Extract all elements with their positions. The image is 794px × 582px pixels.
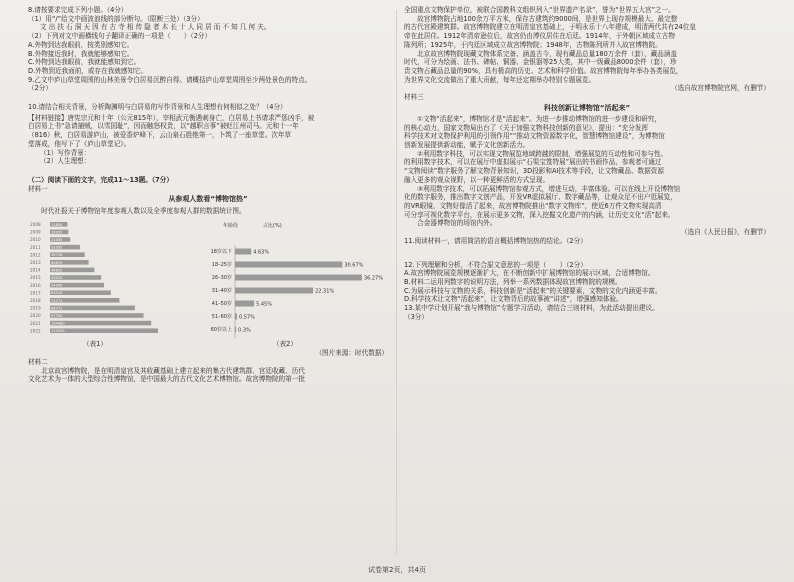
age-share-bar [235, 314, 237, 320]
visitor-bar-label: 97700 [51, 314, 63, 319]
question-10: 10.请结合相关背景，分析陶渊明与白居易的写作背景和人生理想有何相似之处？（4分） [28, 103, 287, 112]
visitor-bar-label: 104480 [51, 321, 65, 326]
question-12-option-b: B.材料二运用列数字的说明方法，列举一系列数据体现故宫博物院的规模。 [404, 277, 622, 286]
material-2-cont-line-9: 为世界文化交流做出了重大贡献，每年还定期举办特别专题展览。 [404, 75, 596, 84]
question-8-part-2: （2）下列对文中画横线句子翻译正确的一项是（ ）（2分） [28, 32, 212, 41]
material-3-line-13: 合金器博物馆的场馆内外。 [404, 219, 497, 228]
question-9: 9.乙文中庐山草堂周围的山林美景令白居易沉醉自得。请概括庐山草堂周围至少两处景色的特点。 [28, 75, 312, 84]
age-share-bar [235, 249, 251, 255]
material-3-line-11: 的VR眼镜，文物好像活了起来，故宫博物院推出“数字文物库”，使近6万件文物实现高清 [404, 202, 662, 210]
material-3-line-1: ①文物“活起来”，博物馆才是“活起来”。为进一步推动博物馆的进一步建设和研究， [404, 114, 661, 123]
question-11: 11.阅读材料一，请用简洁的语言概括博物馆热的结论。（2分） [404, 236, 587, 245]
material-2-cont-line-8: 贵文物占藏品总量的90%，具有极高的历史、艺术和科学价值。故宫博物院每年举办各类展览， [404, 66, 683, 75]
question-13: 13.某中学计划开展“我与博物馆”专题学习活动，请结合三则材料，为此活动提出建议。 [404, 304, 659, 313]
visitor-bar-label: 11855 [51, 223, 63, 228]
material-3-line-6: 的利用数字技术，可以在展厅中虚拟展示“石渠宝笈特展”展出的书画作品，参观者可通过 [404, 158, 662, 167]
material-2-cont-line-7: 时代，可分为绘画、法书、碑帖、铜器、金银器等25大类，其中一级藏品8000余件（套），珍 [404, 58, 677, 67]
age-group-label: 18–25岁 [211, 262, 232, 269]
question-8-title: 8.请按要求完成下列小题。（4分） [28, 6, 128, 14]
question-8-option-d: D.外物到近我面前，或存在我就感知它。 [28, 66, 148, 75]
age-group-label: 31–40岁 [211, 288, 232, 295]
year-tick-label: 2020 [30, 313, 41, 319]
question-13-score: （3分） [404, 312, 428, 321]
table-2-caption: （表2） [273, 340, 297, 349]
material-3-line-3: 科学技术对文物保护利用的引领作用”“推动文物资源数字化，智慧博物馆建设”，为博物馆 [404, 132, 665, 141]
visitor-bar-label: 40670 [51, 261, 63, 266]
visitor-bar-label: 63210 [51, 291, 63, 296]
left-column [28, 6, 388, 384]
material-2-cont-line-6: 北京故宫博物院现藏文物体系完备、涵盖古今，现有藏品总量180万余件（套），藏品涵盖 [404, 49, 678, 58]
material-3-line-7: “文物阅读”数字服务了解文物背景知识，3D投影和AI技术等手段，让文物藏品、数据资源 [404, 167, 664, 176]
question-12-option-d: D.科学技术让文物“活起来”，让文物背后的故事被“讲述”，增强感知体验。 [404, 295, 623, 304]
age-share-label: 22.31% [315, 288, 335, 295]
visitor-bar [50, 313, 144, 318]
year-tick-label: 2011 [30, 245, 41, 251]
material-2-cont-line-1: 全国重点文物保护单位，被联合国教科文组织列入“世界遗产名录”，誉为“世界五大宫”之一。 [404, 6, 675, 14]
material-2-cont-line-2: 故宫博物院占地100余万平方米，保存古建筑约9000间，是世界上现存规模最大、最完整 [404, 14, 678, 23]
material-3-label: 材料三 [404, 93, 424, 102]
question-12-option-c: C.为展示科技与文物的关系，科技创新是“活起来”的关键要素，文物的文化内涵更丰富。 [404, 286, 662, 295]
question-8-option-c: C.外物到达我眼前，我就能感知到它。 [28, 58, 141, 67]
visitor-bar-label: 18955 [51, 230, 63, 235]
age-share-label: 36.27% [363, 275, 384, 282]
age-share-bar [235, 301, 254, 307]
visitor-bar [50, 329, 158, 334]
year-tick-label: 2016 [30, 283, 41, 289]
age-share-label: 0.57% [238, 314, 255, 321]
question-12-option-a: A.故宫博物院展览规模逐渐扩大，在不断创新中扩展博物馆的展示区域，合适博物馆。 [404, 269, 655, 278]
question-8-option-b: B.外物接近我时，我就能够感知它。 [28, 49, 134, 58]
visitor-bar-label: 112055 [51, 329, 65, 334]
year-tick-label: 2019 [30, 305, 41, 311]
material-1-label: 材料一 [28, 184, 48, 193]
year-tick-label: 2017 [30, 290, 41, 296]
material-1-intro: 时代社报关于博物馆年度参观人数以及全季度参观人群的数据统计图。 [28, 206, 246, 215]
question-8-option-a: A.外物到达我眼前，按类别感知它。 [28, 40, 134, 49]
visitor-bar [50, 306, 135, 311]
visitor-bar-label: 21005 [51, 238, 63, 243]
year-tick-label: 2013 [30, 260, 41, 266]
visitor-bar-label: 54040 [51, 283, 63, 288]
visitor-bar-label: 36716 [51, 253, 63, 258]
material-2-line-1: 北京故宫博物院，是在明清皇宫及其收藏基础上建立起来的集古代建筑群、宫廷收藏、历代 [28, 366, 305, 375]
material-3-line-2: 的核心动力，国家文物局出台了《关于加强文物科技创新的意见》，提出：“充分发挥 [404, 123, 649, 132]
material-3-line-12: 可分享可视化数字平台，在展示更多文物，深入挖掘文化遗产的内涵，让历史文化“活”起来。 [404, 210, 675, 219]
visitor-bar-label: 53025 [51, 276, 63, 281]
age-distribution-bar-chart [183, 217, 388, 339]
age-share-bar [235, 262, 342, 268]
right-column [404, 6, 770, 321]
year-tick-label: 2018 [30, 298, 41, 304]
year-tick-label: 2012 [30, 252, 41, 258]
material-3-line-4: 创新发展提供新动能，赋予文化创新活力。 [404, 141, 530, 150]
visitor-bar-label: 31035 [51, 245, 63, 250]
visitor-bar-label: 71771 [51, 299, 63, 304]
year-tick-label: 2008 [30, 222, 41, 228]
image-source-note: （图片来源：时代数据） [315, 349, 388, 358]
material-3-line-10: 化的数字服务，推出数字文创产品，开发VR虚拟展厅、数字藏品等，让观众足不出户逛展览， [404, 193, 677, 202]
year-tick-label: 2021 [30, 321, 41, 327]
material-link-line-2: 白居易上书“急请捕贼，以雪国耻”，因而触怒权贵，以“越职言事”被贬江州司马。元和十一年 [28, 122, 299, 131]
year-tick-label: 2010 [30, 237, 41, 243]
age-group-label: 41–50岁 [211, 301, 232, 308]
material-link-line-3: （816）秋，白居易游庐山，被爱香炉峰下，云山泉石胜绝第一，卜筑了一座草堂。次年草 [28, 131, 292, 140]
share-header-label: 占比(%) [263, 223, 282, 230]
annual-visitors-bar-chart [28, 217, 178, 339]
material-3-title: 科技创新让博物馆“活起来” [543, 103, 631, 112]
age-group-label: 18岁以下 [210, 249, 232, 256]
age-header-label: 年龄段 [223, 223, 239, 230]
material-link-line-4: 堂落成，他写下了《庐山草堂记》。 [28, 139, 131, 148]
year-tick-label: 2022 [30, 328, 41, 334]
material-2-cont-line-5: 陈列所；1925年，于内廷区域成立故宫博物院；1948年，古物陈列所并入故宫博物院。 [404, 40, 662, 49]
age-share-bar [235, 327, 236, 333]
age-group-label: 26–30岁 [211, 275, 232, 282]
age-share-label: 4.63% [253, 249, 270, 256]
age-share-label: 5.45% [256, 301, 272, 308]
material-link-line-1: 【材料链接】唐宪宗元和十年（公元815年），宰相武元衡遇刺身亡，白居易上书请求严惩凶手，被 [28, 113, 315, 122]
material-2-label: 材料二 [28, 358, 48, 366]
age-share-bar [235, 288, 313, 294]
material-1-title: 从参观人数看“博物馆热” [168, 195, 248, 204]
age-group-label: 60岁以上 [210, 327, 232, 334]
year-tick-label: 2014 [30, 267, 41, 273]
question-10-part-1: （1）写作背景： [40, 148, 91, 157]
material-3-line-9: ③利用数字技术，可以拓展博物馆参观方式，增进互动，丰富体验。可以在线上开设博物馆 [404, 184, 681, 193]
chart-area [28, 217, 388, 349]
column-divider [396, 10, 397, 555]
material-3-line-5: ②利用数字科技，可以实现文物展览地域跨越的限制，增强展览的互动性和可参与性。 [404, 149, 668, 158]
question-10-part-2: （2）人生理想： [40, 157, 91, 166]
age-share-bar [235, 275, 362, 281]
year-tick-label: 2009 [30, 229, 41, 235]
visitor-bar-label: 88771 [51, 306, 63, 311]
section-2-heading: （二）阅读下面的文字，完成11～13题。（7分） [28, 175, 173, 184]
material-2-cont-line-3: 的古代宫殿建筑群。故宫博物院建立在明清皇宫基础上，于明永乐十八年建成，明清两代共有24位皇 [404, 23, 696, 32]
page-footer: 试卷第2页，共4页 [368, 566, 426, 574]
question-12: 12.下列理解和分析，不符合原文意思的一项是（ ）（2分） [404, 260, 587, 269]
visitor-bar-label: 46830 [51, 268, 63, 273]
table-1-caption: （表1） [83, 340, 107, 349]
material-2-source: （选自故宫博物院官网，有删节） [671, 84, 770, 93]
material-3-source: （选自《人民日报》，有删节） [680, 228, 770, 237]
age-group-label: 51–60岁 [211, 314, 232, 321]
age-share-label: 0.3% [238, 327, 251, 334]
year-tick-label: 2015 [30, 275, 41, 281]
question-8-part-1: （1）用“/”给文中画波浪线的部分断句。（限断三处）（3分） [28, 14, 204, 23]
material-2-line-2: 文化艺术为一体的大型综合性博物馆，是中国最大的古代文化艺术博物馆。故宫博物院的第一批 [28, 375, 305, 384]
question-9-score: （2分） [28, 84, 52, 93]
visitor-bar [50, 321, 151, 326]
material-2-cont-line-4: 帝在此居住。1912年清帝逊位后，故宫仍由溥仪居住在后廷。1914年，于外朝区域成立古物 [404, 32, 675, 41]
material-3-line-8: 融入更多的观众视野，以一种更鲜活的方式呈现。 [404, 175, 550, 184]
age-share-label: 30.67% [344, 262, 364, 269]
question-8-part-1-text: 文 出 扶 石 洞 天 因 有 古 寺 相 传 隐 者 木 长 十 人 同 居 而 不 知 几 何 夫。 [40, 23, 271, 32]
